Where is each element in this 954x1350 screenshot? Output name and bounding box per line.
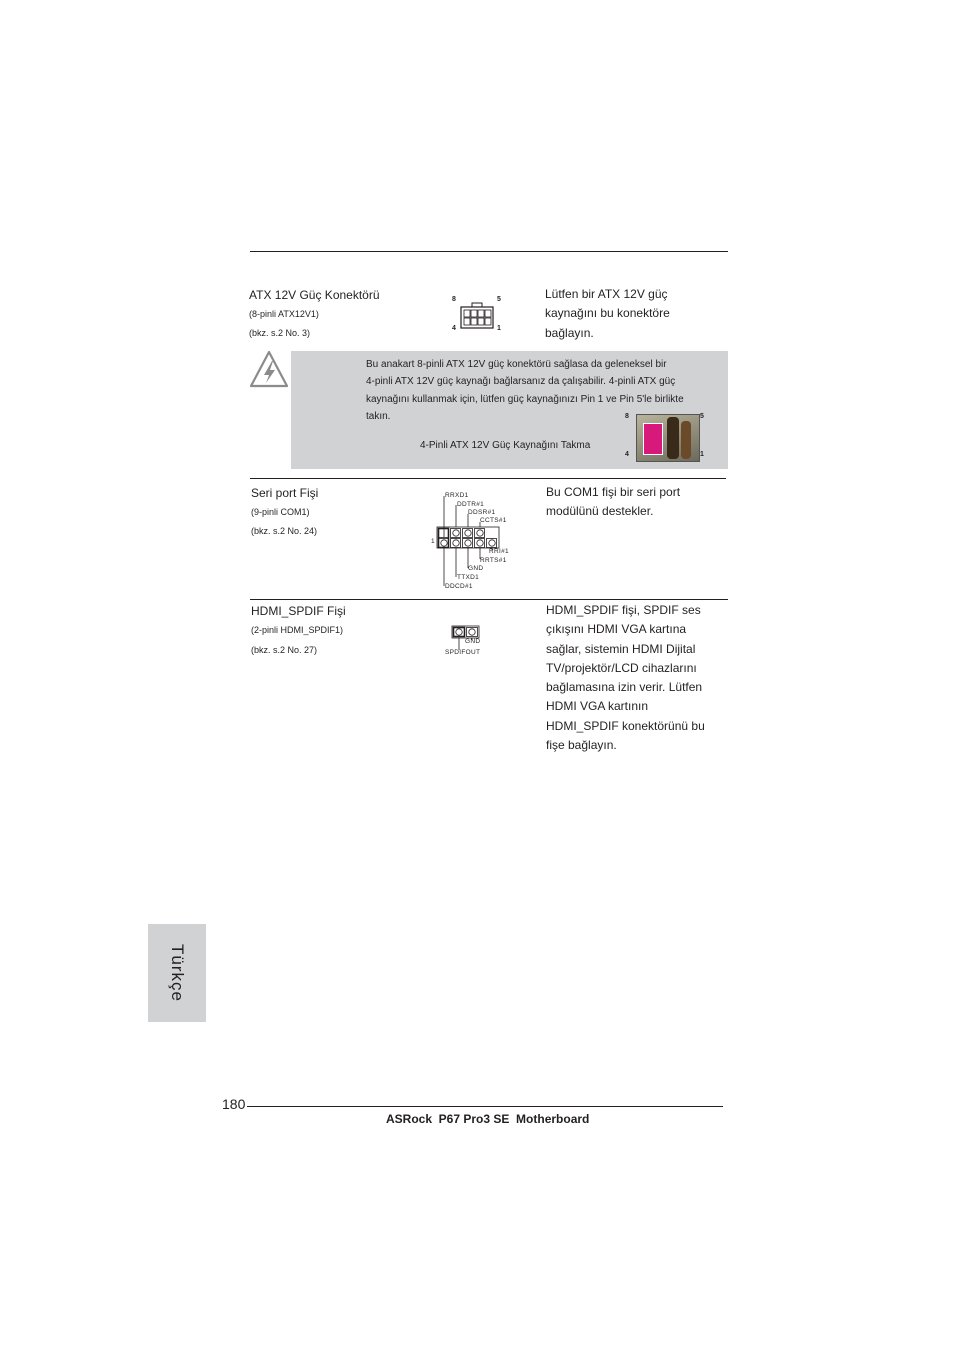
com1-label-pin1: 1 xyxy=(431,538,435,545)
photo-pink-label xyxy=(643,423,663,455)
spdif-title: HDMI_SPDIF Fişi xyxy=(251,604,346,618)
com1-sub1: (9-pinli COM1) xyxy=(251,507,310,517)
spdif-header-diagram xyxy=(444,624,494,660)
atx12v-title: ATX 12V Güç Konektörü xyxy=(249,288,380,302)
com1-description: Bu COM1 fişi bir seri port modülünü destekler. xyxy=(546,485,681,519)
com1-label-ddtr: DDTR#1 xyxy=(457,501,485,508)
atx-pin-1: 1 xyxy=(497,325,501,332)
atx12v-description: Lütfen bir ATX 12V güç kaynağını bu konektöre bağlayın. xyxy=(545,287,670,340)
com1-label-rri: RRI#1 xyxy=(489,548,509,555)
spdif-description: HDMI_SPDIF fişi, SPDIF ses çıkışını HDMI VGA kartına sağlar, sistemin HDMI Dijital TV/projektör/LCD cihazlarını bağlamasına izin verir. Lütfen HDMI VGA kartının HDMI_SPDIF konektörünü bu fişe bağlayın. xyxy=(546,603,705,753)
connector-photo xyxy=(636,414,700,462)
com1-label-rrts: RRTS#1 xyxy=(480,557,507,564)
atx-pin-8: 8 xyxy=(452,296,456,303)
note-caption: 4-Pinli ATX 12V Güç Kaynağını Takma xyxy=(420,440,591,451)
section-rule-3 xyxy=(250,599,728,600)
atx12v-sub2: (bkz. s.2 No. 3) xyxy=(249,328,311,338)
atx-photo-figure xyxy=(622,410,708,464)
com1-header-diagram xyxy=(430,490,520,595)
language-tab-label: Türkçe xyxy=(168,944,187,1002)
photo-pin-4: 4 xyxy=(625,451,629,458)
photo-cable-2 xyxy=(681,421,691,459)
photo-pin-1: 1 xyxy=(700,451,704,458)
photo-cable xyxy=(667,417,679,459)
page-number: 180 xyxy=(222,1096,246,1112)
photo-pin-5: 5 xyxy=(700,413,704,420)
com1-sub2: (bkz. s.2 No. 24) xyxy=(251,526,318,536)
com1-label-ttxd1: TTXD1 xyxy=(457,574,480,581)
footer-rule xyxy=(247,1106,723,1107)
com1-title: Seri port Fişi xyxy=(251,486,319,500)
com1-label-ddcd: DDCD#1 xyxy=(445,583,473,590)
com1-label-ddsr: DDSR#1 xyxy=(468,509,496,516)
spdif-label-gnd: GND xyxy=(465,638,481,645)
atx12v-connector-diagram xyxy=(448,294,508,336)
com1-label-gnd: GND xyxy=(468,565,484,572)
atx-8pin-shape xyxy=(458,302,496,330)
photo-pin-8: 8 xyxy=(625,413,629,420)
language-side-tab xyxy=(148,924,206,1022)
com1-label-ccts: CCTS#1 xyxy=(480,517,507,524)
spdif-label-spdifout: SPDIFOUT xyxy=(445,649,481,656)
atx12v-sub1: (8-pinli ATX12V1) xyxy=(249,309,319,319)
atx-pin-5: 5 xyxy=(497,296,501,303)
warning-icon xyxy=(249,350,289,388)
spdif-sub2: (bkz. s.2 No. 27) xyxy=(251,645,318,655)
section-rule-2 xyxy=(250,478,726,479)
footer-product: ASRock P67 Pro3 SE Motherboard xyxy=(386,1112,590,1126)
note-text: Bu anakart 8-pinli ATX 12V güç konektörü sağlasa da geleneksel bir 4-pinli ATX 12V güç kaynağı bağlarsanız da çalışabilir. 4-pinli ATX güç kaynağını kullanmak için, lütfen güç kaynağınızı Pin 1 ve Pin 5'le birlikte takın. xyxy=(366,359,684,422)
com1-label-rrxd1: RRXD1 xyxy=(445,492,469,499)
top-rule xyxy=(250,251,728,252)
spdif-sub1: (2-pinli HDMI_SPDIF1) xyxy=(251,625,344,635)
atx-pin-4: 4 xyxy=(452,325,456,332)
